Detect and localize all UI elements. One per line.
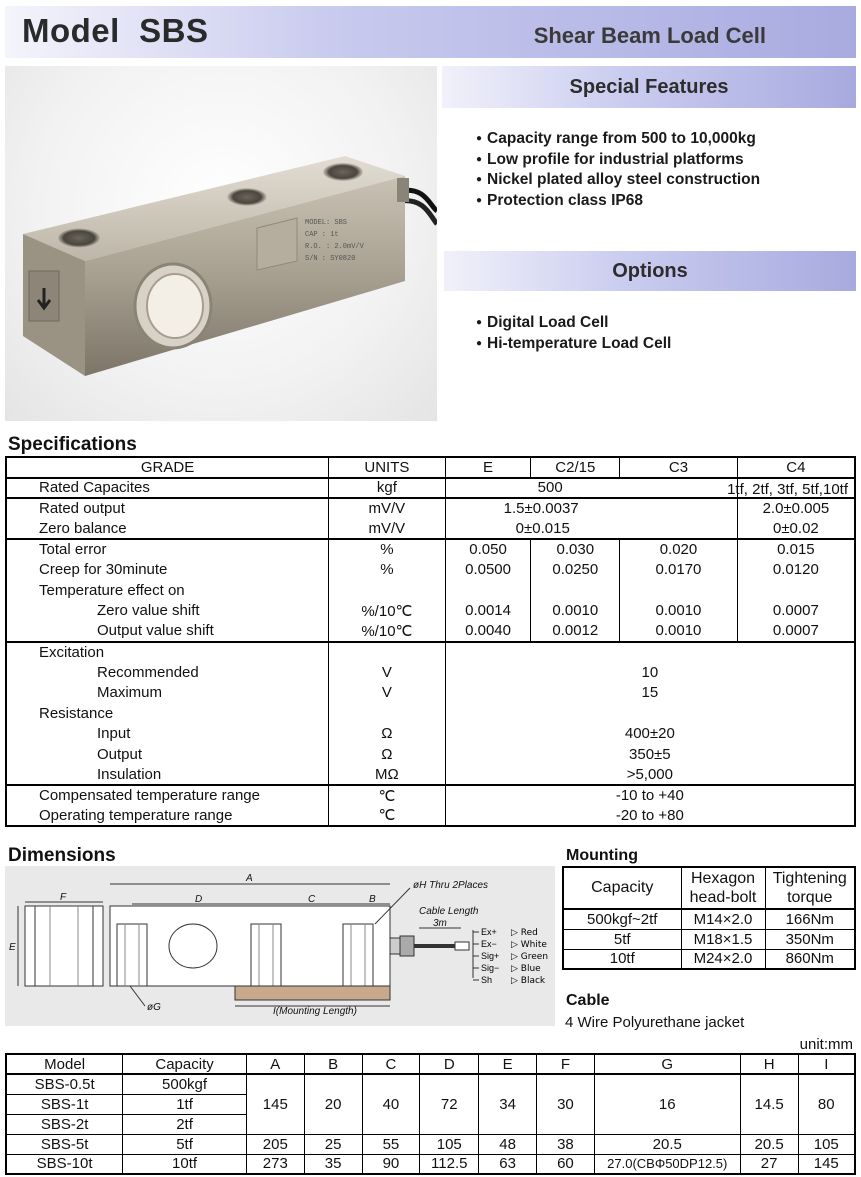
wire-color-label: ▷ White — [511, 940, 547, 950]
wire-color-label: ▷ Blue — [511, 964, 541, 974]
features-title: Special Features — [569, 76, 729, 98]
table-row: SBS-1t 1tf — [6, 1094, 855, 1114]
mounting-table — [562, 866, 856, 970]
table-row: SBS-5t 5tf 205 25 55 105 48 38 20.5 20.5 105 — [6, 1134, 855, 1154]
dim-b-label: B — [369, 894, 376, 905]
table-row: Input Ω 400±20 — [6, 724, 855, 745]
table-row: Operating temperature range ℃ -20 to +80 — [6, 806, 855, 827]
photo-label-line: R.O. : 2.0mV/V — [305, 243, 364, 251]
cable-title: Cable — [566, 992, 610, 1009]
table-row: Compensated temperature range ℃ -10 to +40 — [6, 785, 855, 806]
dim-e-label: E — [9, 942, 16, 953]
list-item: ● Capacity range from 500 to 10,000kg — [476, 129, 760, 150]
cable-length-value: 3m — [433, 918, 447, 929]
list-item: ● Protection class IP68 — [476, 191, 760, 212]
dimensions-title: Dimensions — [8, 845, 116, 866]
wire-signal-label: Sig− — [481, 963, 500, 973]
dim-i-label: I(Mounting Length) — [273, 1006, 357, 1017]
wire-color-label: ▷ Red — [511, 928, 538, 938]
table-row: Excitation — [6, 642, 855, 663]
product-photo — [5, 66, 437, 421]
dim-f-label: F — [60, 892, 67, 903]
table-row: SBS-2t 2tf — [6, 1114, 855, 1134]
cable-description: 4 Wire Polyurethane jacket — [565, 1014, 745, 1031]
wire-legend — [473, 927, 548, 986]
model-title: Model SBS — [22, 12, 209, 49]
wire-signal-label: Sh — [481, 975, 493, 985]
table-row: Maximum V 15 — [6, 683, 855, 704]
list-item: ● Low profile for industrial platforms — [476, 150, 760, 171]
table-row: 500kgf~2tf M14×2.0 166Nm — [563, 909, 855, 929]
table-row: Resistance — [6, 703, 855, 724]
table-row: SBS-10t 10tf 273 35 90 112.5 63 60 27.0(CBΦ50DP12.5) 27 145 — [6, 1154, 855, 1174]
table-row: Recommended V 10 — [6, 662, 855, 683]
product-subtitle: Shear Beam Load Cell — [533, 23, 766, 48]
list-item: ● Nickel plated alloy steel construction — [476, 170, 760, 191]
options-title: Options — [612, 260, 688, 282]
table-row: Capacity Hexagon head-bolt Tightening torque — [563, 867, 855, 909]
wire-signal-label: Ex− — [481, 939, 497, 949]
dimension-table — [5, 1053, 856, 1175]
dim-h-label: øH Thru 2Places — [413, 880, 489, 891]
photo-label-line: MODEL: SBS — [305, 219, 348, 227]
table-row: SBS-0.5t 500kgf 145 20 40 72 34 30 16 14.5 80 — [6, 1074, 855, 1094]
table-row: Rated Capacites kgf 500 1tf, 2tf, 3tf, 5tf,10tf — [6, 478, 855, 499]
specifications-table — [5, 456, 856, 827]
specifications-title: Specifications — [8, 434, 137, 455]
wire-color-label: ▷ Black — [511, 976, 546, 986]
table-row: Model Capacity A B C D E F G H I — [6, 1054, 855, 1074]
options-list — [476, 313, 671, 354]
table-row: Zero balance mV/V 0±0.015 0±0.02 — [6, 519, 855, 540]
wire-color-label: ▷ Green — [511, 952, 549, 962]
wire-signal-label: Sig+ — [481, 951, 500, 961]
dimension-drawing — [5, 866, 555, 1026]
table-row: Insulation MΩ >5,000 — [6, 765, 855, 786]
photo-label-line: S/N : SY0820 — [305, 255, 356, 263]
mounting-title: Mounting — [566, 847, 638, 864]
table-row: Output Ω 350±5 — [6, 744, 855, 765]
features-list — [476, 129, 760, 211]
dim-g-label: øG — [147, 1002, 161, 1013]
table-row: GRADE UNITS E C2/15 C3 C4 — [6, 457, 855, 478]
list-item: ● Digital Load Cell — [476, 313, 671, 334]
unit-note: unit:mm — [799, 1036, 853, 1053]
table-row: Rated output mV/V 1.5±0.0037 2.0±0.005 — [6, 498, 855, 519]
dim-a-label: A — [246, 873, 253, 884]
table-row: 10tf M24×2.0 860Nm — [563, 949, 855, 969]
table-row: Creep for 30minute % 0.0500 0.0250 0.0170 0.0120 — [6, 560, 855, 581]
wire-signal-label: Ex+ — [481, 927, 497, 937]
photo-label-line: CAP : 1t — [305, 231, 339, 239]
table-row: Temperature effect on — [6, 580, 855, 601]
table-row: Output value shift %/10℃ 0.0040 0.0012 0.0010 0.0007 — [6, 621, 855, 642]
list-item: ● Hi-temperature Load Cell — [476, 334, 671, 355]
dim-d-label: D — [195, 894, 203, 905]
dim-c-label: C — [308, 894, 316, 905]
table-row: Zero value shift %/10℃ 0.0014 0.0010 0.0010 0.0007 — [6, 601, 855, 622]
table-row: 5tf M18×1.5 350Nm — [563, 929, 855, 949]
table-row: Total error % 0.050 0.030 0.020 0.015 — [6, 539, 855, 560]
cable-length-label: Cable Length — [419, 906, 479, 917]
